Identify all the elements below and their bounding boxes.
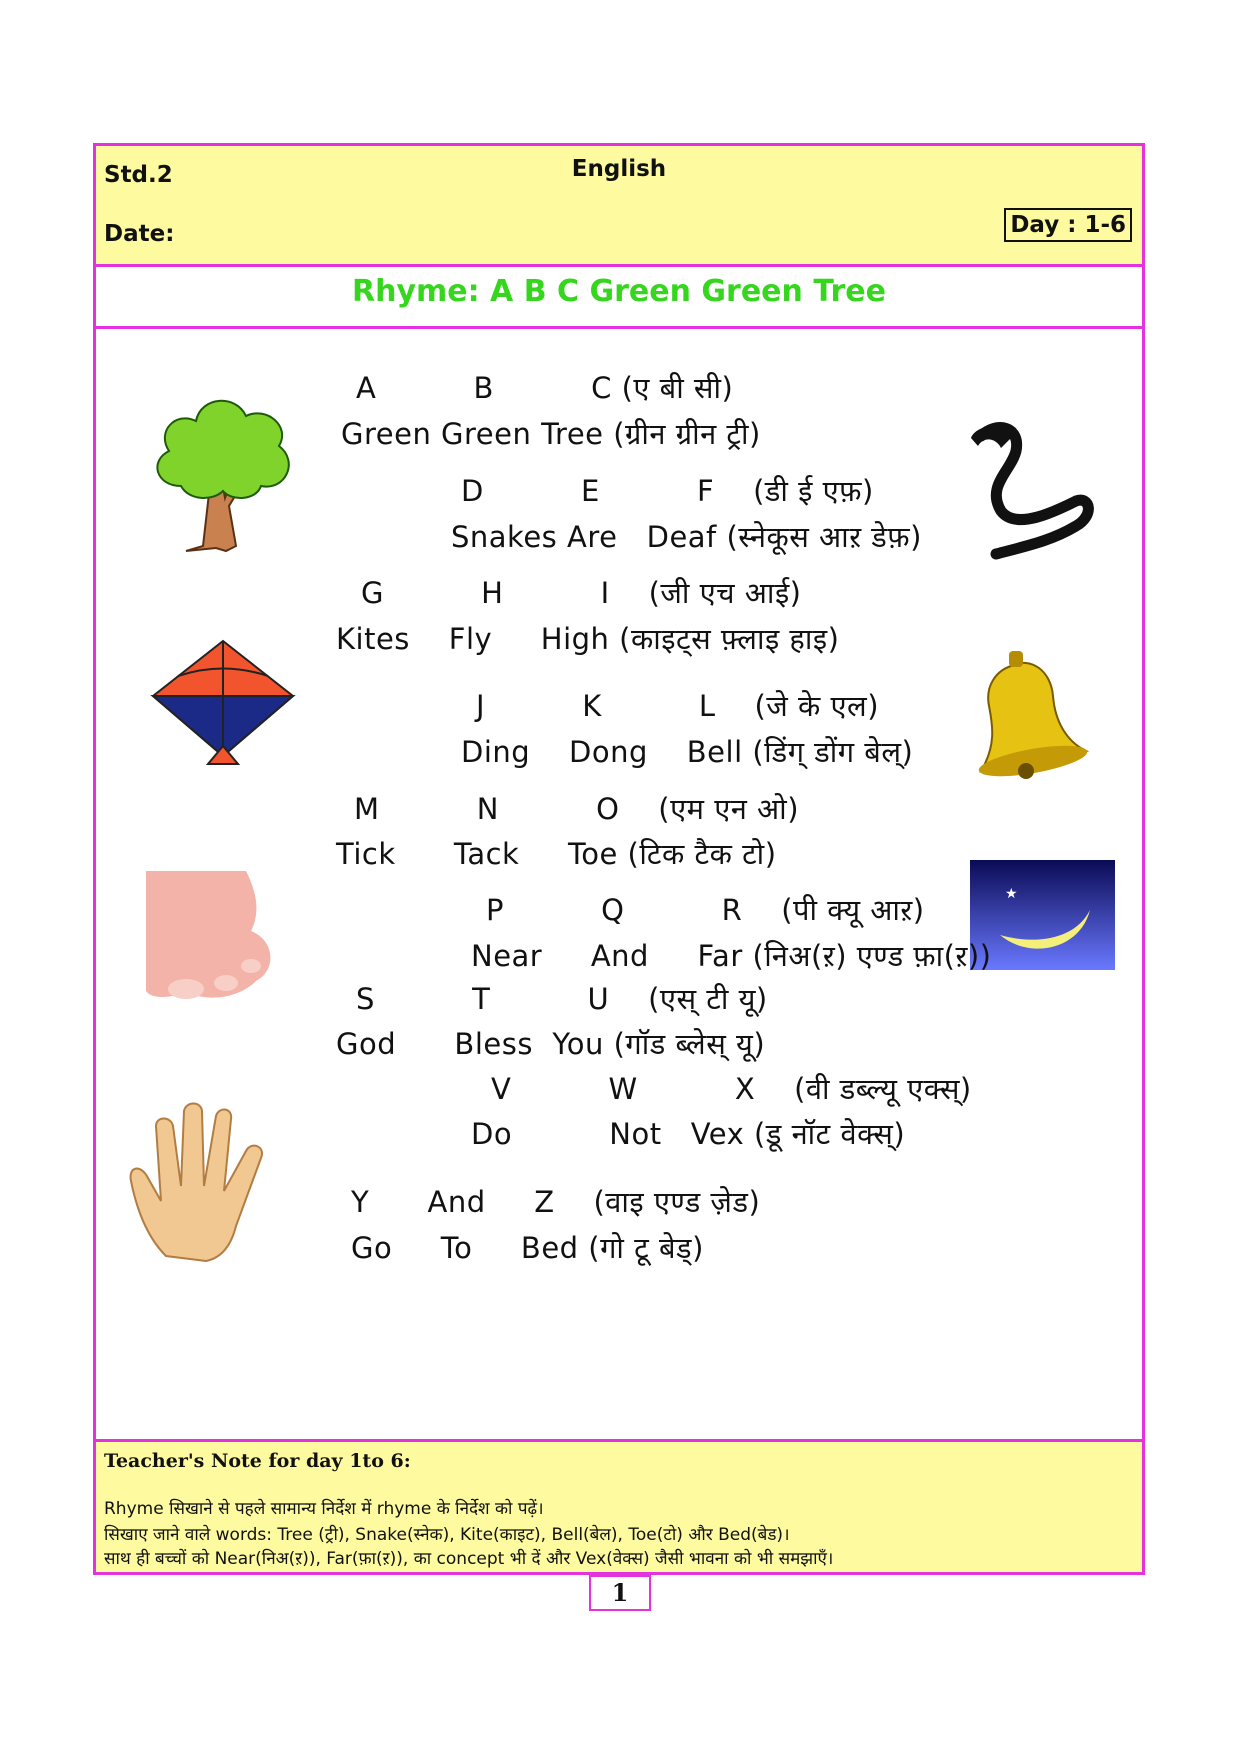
subject-label: English xyxy=(571,156,667,182)
snake-icon xyxy=(956,416,1096,566)
moon-icon xyxy=(970,860,1115,970)
rhyme-line-8: Ding Dong Bell (डिंग् डोंग बेल्) xyxy=(461,735,914,769)
teacher-note xyxy=(96,1439,1142,1572)
teacher-note-line-1: Rhyme सिखाने से पहले सामान्य निर्देश में rhyme के निर्देश को पढ़ें। xyxy=(104,1499,544,1519)
teacher-note-line-2: सिखाए जाने वाले words: Tree (ट्री), Snake(स्नेक), Kite(काइट), Bell(बेल), Toe(टो) और Bed(बेड)। xyxy=(104,1525,790,1545)
rhyme-line-14: God Bless You (गॉड ब्लेस् यू) xyxy=(336,1027,766,1061)
rhyme-line-5: G H I (जी एच आई) xyxy=(361,576,802,610)
rhyme-line-10: Tick Tack Toe (टिक टैक टो) xyxy=(336,837,777,871)
rhyme-line-9: M N O (एम एन ओ) xyxy=(354,792,800,826)
title-bar xyxy=(96,267,1142,329)
rhyme-title: Rhyme: A B C Green Green Tree xyxy=(352,274,886,309)
kite-icon xyxy=(148,636,298,766)
rhyme-line-11: P Q R (पी क्यू आऱ) xyxy=(486,893,925,927)
rhyme-line-13: S T U (एस् टी यू) xyxy=(356,982,768,1016)
rhyme-line-7: J K L (जे के एल) xyxy=(476,689,880,723)
teacher-note-heading: Teacher's Note for day 1to 6: xyxy=(104,1450,411,1472)
bell-icon xyxy=(971,646,1091,786)
rhyme-line-17: Y And Z (वाइ एण्ड ज़ेड) xyxy=(351,1185,761,1219)
rhyme-line-16: Do Not Vex (डू नॉट वेक्स्) xyxy=(471,1117,906,1151)
std-label: Std.2 xyxy=(104,162,173,188)
tree-icon xyxy=(141,386,301,556)
svg-text:★: ★ xyxy=(1005,886,1018,902)
rhyme-line-2: Green Green Tree (ग्रीन ग्रीन ट्री) xyxy=(341,417,761,451)
page-number: 1 xyxy=(589,1575,651,1611)
rhyme-line-15: V W X (वी डब्ल्यू एक्स्) xyxy=(491,1072,972,1106)
toe-icon xyxy=(146,871,281,1006)
worksheet-frame xyxy=(93,143,1145,1575)
day-badge: Day : 1-6 xyxy=(1004,208,1132,242)
rhyme-line-6: Kites Fly High (काइट्स फ़्लाइ हाइ) xyxy=(336,622,840,656)
teacher-note-line-3: साथ ही बच्चों को Near(निअ(ऱ)), Far(फ़ा(ऱ)), का concept भी दें और Vex(वेक्स) जैसी भावना को भी समझाएँ। xyxy=(104,1549,834,1569)
rhyme-line-1: A B C (ए बी सी) xyxy=(356,371,734,405)
rhyme-line-18: Go To Bed (गो टू बेड्) xyxy=(351,1231,704,1265)
rhyme-line-12: Near And Far (निअ(ऱ) एण्ड फ़ा(ऱ)) xyxy=(471,939,992,973)
date-label: Date: xyxy=(104,221,175,247)
hand-icon xyxy=(126,1086,306,1266)
worksheet-header xyxy=(96,146,1142,267)
rhyme-line-4: Snakes Are Deaf (स्नेकूस आऱ डेफ़) xyxy=(451,520,922,554)
rhyme-line-3: D E F (डी ई एफ़) xyxy=(461,474,874,508)
